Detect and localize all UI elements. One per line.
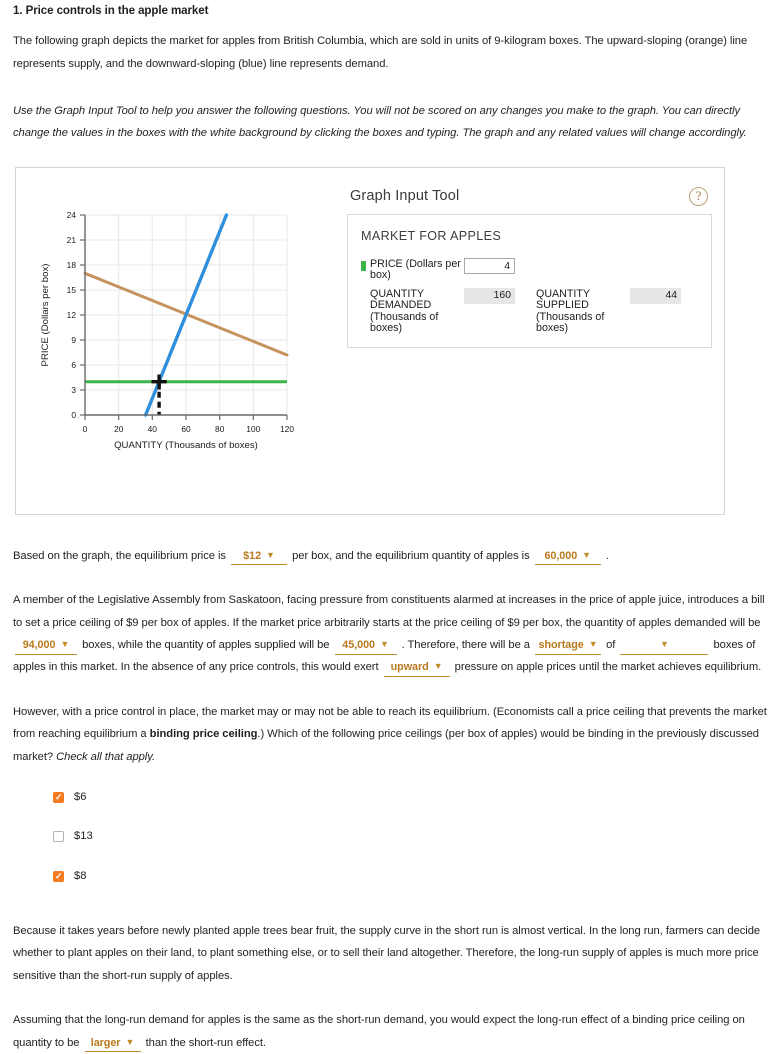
checkbox-checked-icon[interactable] xyxy=(53,871,64,882)
equilibrium-mid: per box, and the equilibrium quantity of apples is xyxy=(292,549,530,562)
svg-text:21: 21 xyxy=(66,234,76,245)
chevron-down-icon: ▼ xyxy=(582,549,592,560)
svg-text:120: 120 xyxy=(280,423,294,434)
svg-text:12: 12 xyxy=(66,309,76,320)
option-row-0[interactable] xyxy=(53,788,770,807)
equilibrium-price-value: $12 xyxy=(243,549,262,562)
svg-text:20: 20 xyxy=(114,423,124,434)
y-axis-title: PRICE (Dollars per box) xyxy=(40,263,51,367)
gap-amount-dropdown[interactable] xyxy=(620,639,708,654)
svg-text:15: 15 xyxy=(66,284,76,295)
equilibrium-price-dropdown[interactable] xyxy=(231,550,287,565)
binding-text-after: .) Which of the following price ceilings (per box of apples) would be binding in the previously discussed market? xyxy=(13,728,759,763)
shortage-surplus-dropdown[interactable] xyxy=(535,639,601,654)
checkbox-checked-icon[interactable] xyxy=(53,792,64,803)
long-run-paragraph: Because it takes years before newly planted apple trees bear fruit, the supply curve in the short run is almost vertical. In the long run, farmers can decide whether to plant apples on their land, to plant something else, or to sell their land altogether. Therefore, the long-run supply of apples is much more price sensitive than the short-run supply of apples. xyxy=(13,924,761,982)
quantity-supplied-dropdown-value: 45,000 xyxy=(342,639,375,652)
chevron-down-icon: ▼ xyxy=(266,549,275,560)
ceiling-text-5: boxes of apples in this market. In the absence of any price controls, this would exert xyxy=(13,639,756,674)
page-title: 1. Price controls in the apple market xyxy=(13,4,209,17)
long-run-effect-value: larger xyxy=(90,1036,121,1049)
ceiling-text-3: . Therefore, there will be a xyxy=(401,639,530,652)
question-mark-icon[interactable]: ? xyxy=(689,187,708,206)
equilibrium-quantity-value: 60,000 xyxy=(544,549,578,562)
y-axis-ticks xyxy=(80,215,85,415)
x-axis-title: QUANTITY (Thousands of boxes) xyxy=(114,439,258,451)
graph-panel xyxy=(15,167,725,515)
market-label: MARKET FOR APPLES xyxy=(361,228,502,243)
chevron-down-icon: ▼ xyxy=(60,639,70,650)
quantity-demanded-dropdown[interactable] xyxy=(15,639,77,654)
quantity-row xyxy=(361,288,699,335)
pressure-direction-dropdown[interactable] xyxy=(384,661,450,676)
crosshair-marker xyxy=(152,374,167,389)
graph-input-tool-title: Graph Input Tool xyxy=(350,188,460,205)
x-tick-labels xyxy=(83,424,295,434)
equilibrium-tail: . xyxy=(605,549,609,562)
ceiling-text-1: A member of the Legislative Assembly from Saskatoon, facing pressure from constituents alarmed at increases in the price of apple juice, introduces a bill to set a price ceiling of $9 per box of apples. If the market price arbitrarily starts at the price ceiling of $9 per box, the quantity of apples demanded will be xyxy=(13,594,765,629)
graph-input-tool-header xyxy=(347,180,712,214)
tool-instruction-paragraph: Use the Graph Input Tool to help you answer the following questions. You will not be scored on any changes you make to the graph. You can directly change the values in the boxes with the white background by clicking the boxes and typing. The graph and any related values will change accordingly. xyxy=(13,105,747,140)
equilibrium-sentence xyxy=(13,545,770,567)
price-input[interactable]: 4 xyxy=(464,258,515,274)
equilibrium-quantity-dropdown[interactable] xyxy=(535,550,601,565)
equilibrium-lead: Based on the graph, the equilibrium price is xyxy=(13,549,226,562)
svg-text:3: 3 xyxy=(71,384,76,395)
ceiling-text-2: boxes, while the quantity of apples supplied will be xyxy=(82,639,330,652)
binding-ceiling-paragraph xyxy=(13,701,770,768)
svg-text:100: 100 xyxy=(246,423,261,434)
quantity-demanded-group xyxy=(361,288,536,335)
chevron-down-icon: ▼ xyxy=(433,661,443,672)
chart-svg xyxy=(28,210,328,470)
svg-text:80: 80 xyxy=(215,423,225,434)
market-chart xyxy=(28,210,328,470)
chevron-down-icon: ▼ xyxy=(588,639,598,650)
binding-text-before: However, with a price control in place, the market may or may not be able to reach its equilibrium. (Economists call a price ceiling that prevents the market from reaching equilibrium a xyxy=(13,705,767,741)
quantity-demanded-label: QUANTITY DEMANDED (Thousands of boxes) xyxy=(370,287,439,335)
long-run-effect-sentence xyxy=(13,1009,770,1054)
x-axis-ticks xyxy=(85,415,287,420)
ceiling-text-6: pressure on apple prices until the market achieves equilibrium. xyxy=(454,661,762,674)
checkbox-unchecked-icon[interactable] xyxy=(53,831,64,842)
ceiling-text-4: of xyxy=(606,639,616,652)
long-run-effect-dropdown[interactable] xyxy=(85,1037,141,1052)
long-run-lead: Assuming that the long-run demand for apples is the same as the short-run demand, you would expect the long-run effect of a binding price ceiling on quantity to be xyxy=(13,1014,745,1049)
shortage-surplus-value: shortage xyxy=(538,639,584,652)
long-run-tail: than the short-run effect. xyxy=(145,1036,266,1049)
quantity-demanded-dropdown-value: 94,000 xyxy=(22,639,56,652)
chevron-down-icon: ▼ xyxy=(379,639,389,650)
option-label-2: $8 xyxy=(74,869,87,882)
y-tick-labels xyxy=(67,210,77,420)
option-row-1[interactable] xyxy=(53,827,770,846)
quantity-supplied-dropdown[interactable] xyxy=(335,639,397,654)
price-label: PRICE (Dollars per box) xyxy=(370,257,461,282)
binding-options-list xyxy=(13,788,770,886)
quantity-supplied-group xyxy=(536,288,681,335)
check-all-instruction: Check all that apply. xyxy=(56,750,156,763)
graph-input-tool xyxy=(347,180,712,348)
svg-text:0: 0 xyxy=(71,409,76,420)
graph-input-tool-body xyxy=(347,214,712,348)
price-row xyxy=(361,258,699,282)
svg-text:6: 6 xyxy=(71,359,76,370)
svg-text:9: 9 xyxy=(71,334,76,345)
option-row-2[interactable] xyxy=(53,867,770,886)
chevron-down-icon: ▼ xyxy=(659,639,669,650)
price-color-swatch xyxy=(361,261,366,271)
price-ceiling-paragraph xyxy=(13,589,770,679)
demand-color-swatch xyxy=(361,291,366,301)
svg-text:0: 0 xyxy=(82,423,88,434)
binding-price-ceiling-term: binding price ceiling xyxy=(149,728,258,741)
chevron-down-icon: ▼ xyxy=(125,1036,135,1047)
svg-text:60: 60 xyxy=(181,423,191,434)
quantity-demanded-value: 160 xyxy=(464,288,515,304)
svg-text:40: 40 xyxy=(147,423,157,434)
svg-text:24: 24 xyxy=(66,209,76,220)
intro-paragraph: The following graph depicts the market for apples from British Columbia, which are sold in units of 9-kilogram boxes. The upward-sloping (orange) line represents supply, and the downward-sloping (blue) line represents demand. xyxy=(13,35,748,70)
pressure-direction-value: upward xyxy=(390,661,429,674)
svg-text:18: 18 xyxy=(66,259,76,270)
option-label-0: $6 xyxy=(74,791,87,804)
quantity-supplied-value: 44 xyxy=(630,288,681,304)
option-label-1: $13 xyxy=(74,830,93,843)
quantity-supplied-label: QUANTITY SUPPLIED (Thousands of boxes) xyxy=(536,287,605,335)
price-field-group xyxy=(361,258,536,282)
